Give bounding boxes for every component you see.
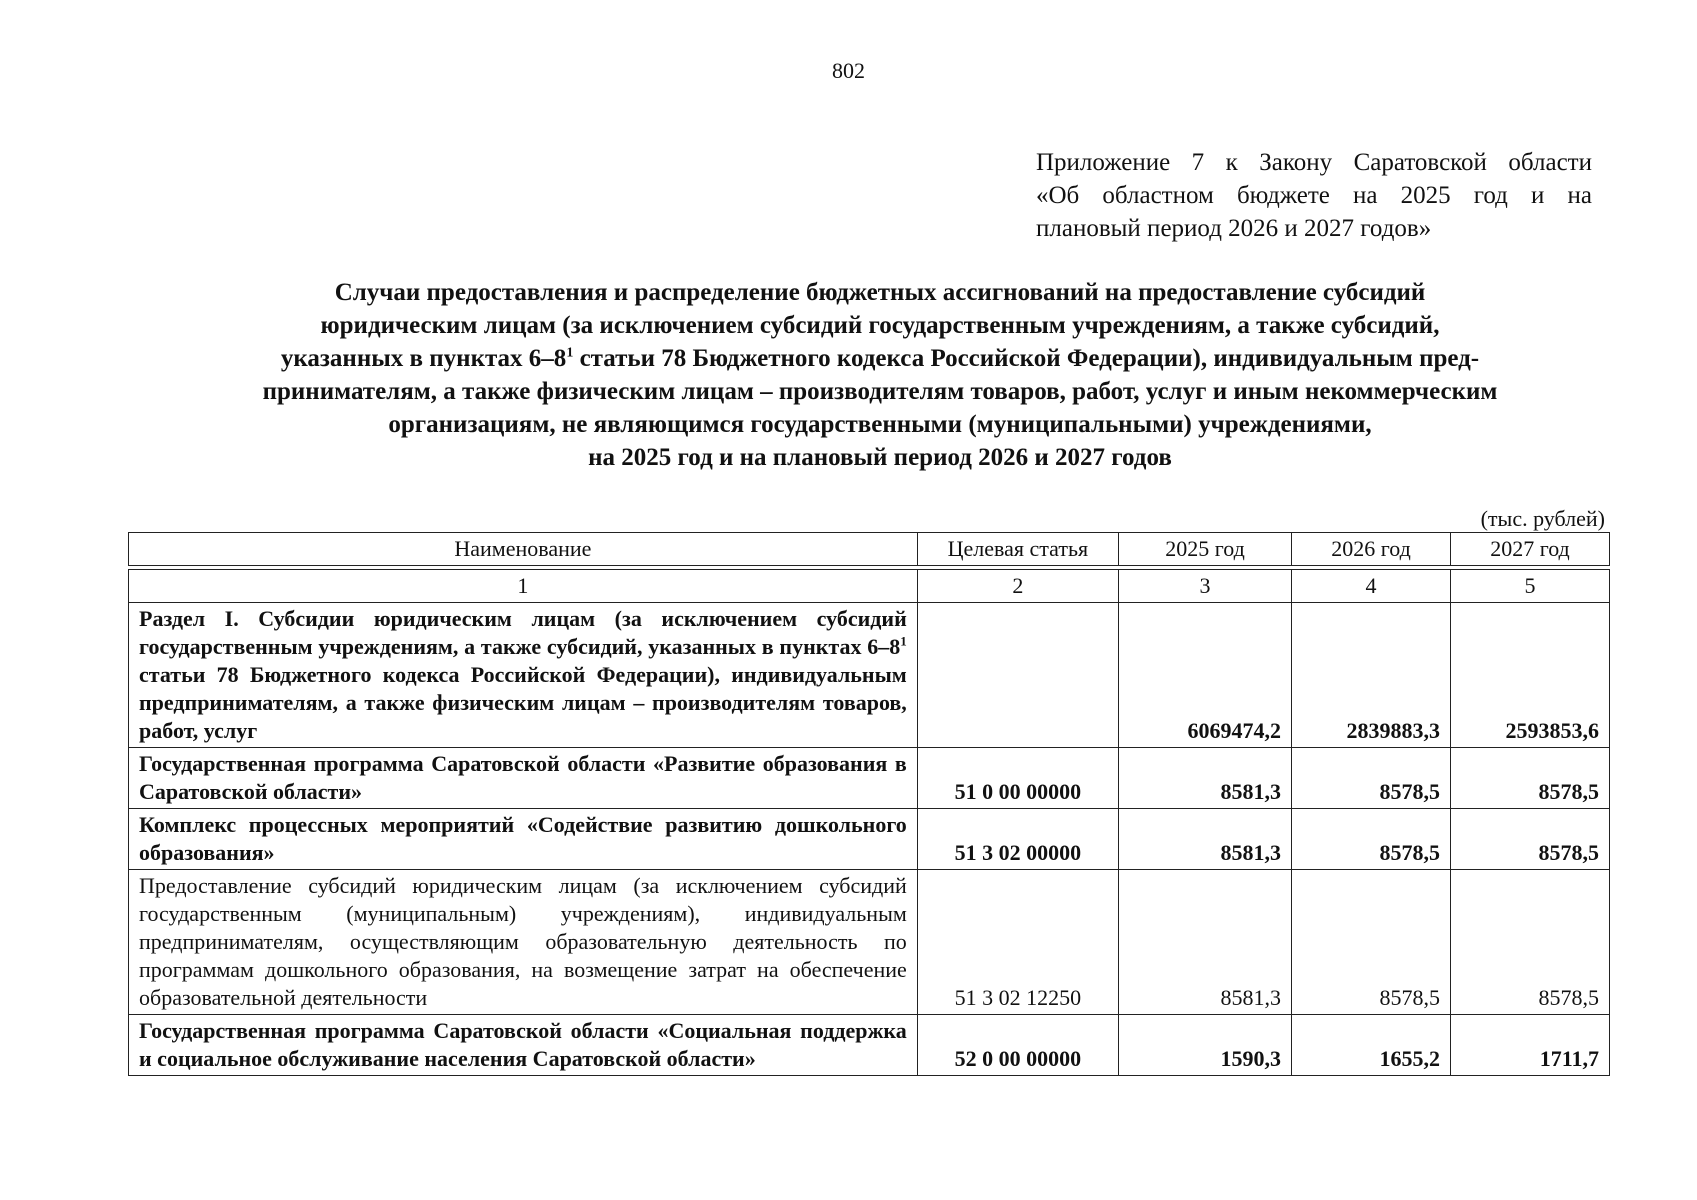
row-value-2025: 8581,3 <box>1119 809 1292 870</box>
row-value-2025: 8581,3 <box>1119 870 1292 1015</box>
title-text: статьи 78 Бюджетного кодекса Российской Федерации), индивидуальным пред- <box>573 345 1480 372</box>
index-cell: 3 <box>1119 570 1292 603</box>
title-text: указанных в пунктах 6–8 <box>280 345 567 372</box>
table-row <box>129 748 1610 809</box>
index-row <box>129 570 1610 603</box>
page-number: 802 <box>832 58 865 83</box>
appendix-line: «Об областном бюджете на 2025 год и на <box>1036 182 1592 209</box>
row-value-2027: 8578,5 <box>1451 748 1610 809</box>
row-name-superscript: 1 <box>900 633 907 649</box>
table-row <box>129 603 1610 748</box>
header-name: Наименование <box>129 533 918 566</box>
header-code: Целевая статья <box>917 533 1118 566</box>
row-value-2025: 6069474,2 <box>1119 603 1292 748</box>
row-name-text: статьи 78 Бюджетного кодекса Российской Федерации), индивидуальным предпринимателям, а также физическим лицам – производителям товаров, работ, услуг <box>139 662 907 743</box>
row-value-2025: 1590,3 <box>1119 1015 1292 1076</box>
title-line <box>160 342 1600 375</box>
row-value-2026: 1655,2 <box>1292 1015 1451 1076</box>
header-2026: 2026 год <box>1292 533 1451 566</box>
units-label: (тыс. рублей) <box>1480 506 1605 531</box>
row-value-2026: 2839883,3 <box>1292 603 1451 748</box>
row-value-2027: 8578,5 <box>1451 809 1610 870</box>
row-code: 51 3 02 12250 <box>917 870 1118 1015</box>
row-value-2026: 8578,5 <box>1292 870 1451 1015</box>
row-value-2027: 1711,7 <box>1451 1015 1610 1076</box>
index-cell: 5 <box>1451 570 1610 603</box>
row-name: Предоставление субсидий юридическим лицам (за исключением субсидий государственным (муниципальным) учреждениям), индивидуальным предпринимателям, осуществляющим образовательную деятельность по программам дошкольного образования, на возмещение затрат на обеспечение образовательной деятельности <box>129 870 918 1015</box>
row-name: Государственная программа Саратовской области «Социальная поддержка и социальное обслуживание населения Саратовской области» <box>129 1015 918 1076</box>
title-line: Случаи предоставления и распределение бюджетных ассигнований на предоставление субсидий <box>334 279 1426 306</box>
table-row <box>129 1015 1610 1076</box>
title-line: организациям, не являющимся государственными (муниципальными) учреждениями, <box>388 411 1372 438</box>
row-value-2026: 8578,5 <box>1292 809 1451 870</box>
index-cell: 2 <box>917 570 1118 603</box>
title-superscript: 1 <box>566 345 574 361</box>
index-cell: 1 <box>129 570 918 603</box>
header-2025: 2025 год <box>1119 533 1292 566</box>
appendix-note <box>1036 146 1592 245</box>
header-2027: 2027 год <box>1451 533 1610 566</box>
row-code: 51 3 02 00000 <box>917 809 1118 870</box>
title-line: юридическим лицам (за исключением субсидий государственным учреждениям, а также субсидий, <box>320 312 1440 339</box>
header-row <box>129 533 1610 566</box>
index-cell: 4 <box>1292 570 1451 603</box>
appendix-line: Приложение 7 к Закону Саратовской области <box>1036 149 1592 176</box>
row-name: Государственная программа Саратовской области «Развитие образования в Саратовской области» <box>129 748 918 809</box>
row-code <box>917 603 1118 748</box>
document-title <box>160 276 1600 474</box>
row-value-2027: 8578,5 <box>1451 870 1610 1015</box>
row-name: Комплекс процессных мероприятий «Содействие развитию дошкольного образования» <box>129 809 918 870</box>
title-line: на 2025 год и на плановый период 2026 и 2027 годов <box>588 444 1172 471</box>
row-value-2027: 2593853,6 <box>1451 603 1610 748</box>
table-row <box>129 809 1610 870</box>
row-code: 52 0 00 00000 <box>917 1015 1118 1076</box>
appendix-line: плановый период 2026 и 2027 годов» <box>1036 215 1432 242</box>
row-value-2026: 8578,5 <box>1292 748 1451 809</box>
budget-table <box>128 532 1610 1076</box>
row-name <box>129 603 918 748</box>
table-row <box>129 870 1610 1015</box>
row-value-2025: 8581,3 <box>1119 748 1292 809</box>
title-line: принимателям, а также физическим лицам – производителям товаров, работ, услуг и иным некоммерческим <box>262 378 1498 405</box>
row-code: 51 0 00 00000 <box>917 748 1118 809</box>
row-name-text: Раздел I. Субсидии юридическим лицам (за исключением субсидий государственным учреждениям, а также субсидий, указанных в пунктах 6–8 <box>139 606 907 659</box>
